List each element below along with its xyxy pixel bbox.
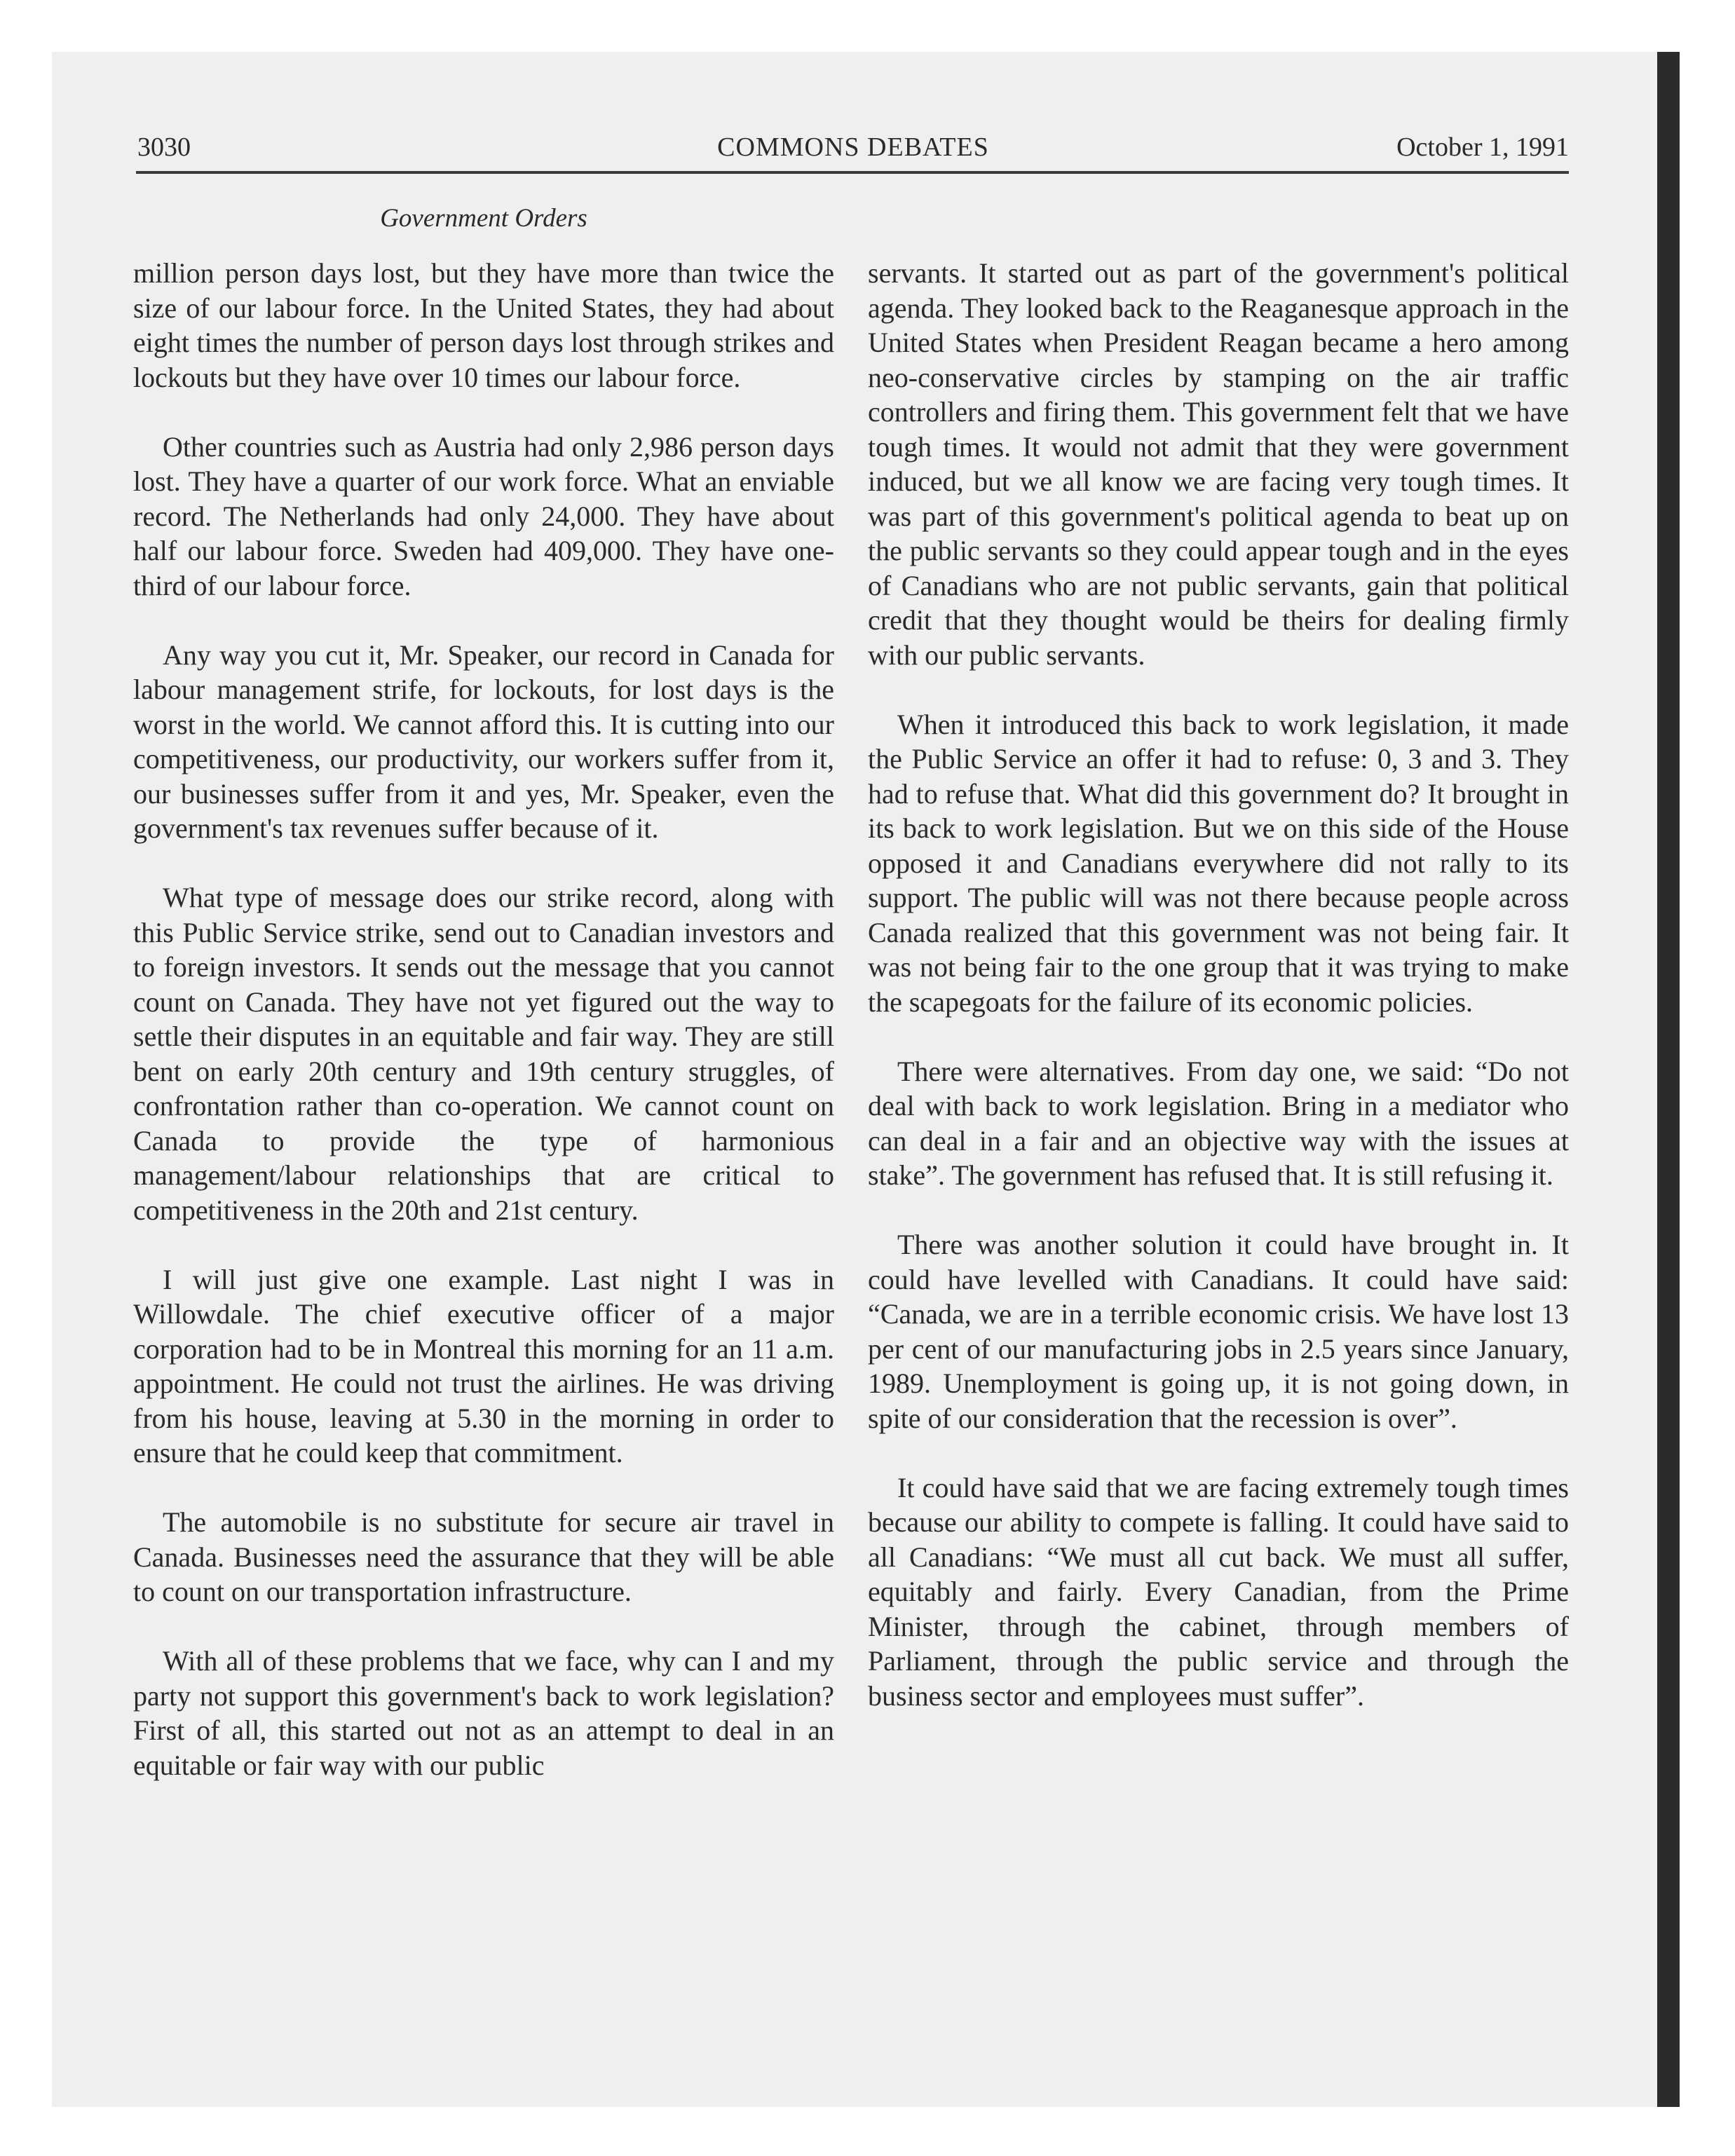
paragraph: With all of these problems that we face, why can I and my party not support this government's back to work legislation? First of all, this started out not as an attempt to deal in an equitable or fair way with our public	[133, 1645, 834, 1781]
paragraph: servants. It started out as part of the government's political agenda. They looked back to the Reaganesque approach in the United States when President Reagan became a hero among neo-conservative circles by stamping on the air traffic controllers and firing them. This government felt that we have tough times. It would not admit that they were government induced, but we all know we are facing very tough times. It was part of this government's political agenda to beat up on the public servants so they could appear tough and in the eyes of Canadians who are not public servants, gain that political credit that they thought would be theirs for dealing firmly with our public servants.	[868, 257, 1569, 671]
paragraph: The automobile is no substitute for secure air travel in Canada. Businesses need the assurance that they will be able to count on our transportation infrastructure.	[133, 1506, 834, 1607]
paragraph: There was another solution it could have brought in. It could have levelled with Canadians. It could have said: “Canada, we are in a terrible economic crisis. We have lost 13 per cent of our manufacturing jobs in 2.5 years since January, 1989. Unemployment is going up, it is not going down, in spite of our consideration that the recession is over”.	[868, 1229, 1569, 1434]
publication-date: October 1, 1991	[1396, 132, 1569, 162]
paragraph: Any way you cut it, Mr. Speaker, our record in Canada for labour management strife, for lockouts, for lost days is the worst in the world. We cannot afford this. It is cutting into our competitiveness, our productivity, our workers suffer from it, our businesses suffer from it and yes, Mr. Speaker, even the government's tax revenues suffer because of it.	[133, 639, 834, 844]
binding-edge	[1657, 52, 1680, 2107]
page-header	[137, 132, 1569, 174]
paragraph: million person days lost, but they have more than twice the size of our labour force. In the United States, they had about eight times the number of person days lost through strikes and lockouts but they have over 10 times our labour force.	[133, 257, 834, 393]
paragraph: Other countries such as Austria had only 2,986 person days lost. They have a quarter of our work force. What an enviable record. The Netherlands had only 24,000. They have about half our labour force. Sweden had 409,000. They have one-third of our labour force.	[133, 430, 834, 601]
paragraph: There were alternatives. From day one, we said: “Do not deal with back to work legislation. Bring in a mediator who can deal in a fair and an objective way with the issues at stake”. The government has refused that. It is still refusing it.	[868, 1055, 1569, 1191]
publication-title: COMMONS DEBATES	[717, 132, 989, 162]
page-number: 3030	[137, 132, 191, 162]
paragraph: It could have said that we are facing extremely tough times because our ability to compete is falling. It could have said to all Canadians: “We must all cut back. We must all suffer, equitably and fairly. Every Canadian, from the Prime Minister, through the cabinet, through members of Parliament, through the public service and through the business sector and employees must suffer”.	[868, 1471, 1569, 1712]
paragraph: What type of message does our strike record, along with this Public Service strike, send out to Canadian investors and to foreign investors. It sends out the message that you cannot count on Canada. They have not yet figured out the way to settle their disputes in an equitable and fair way. They are still bent on early 20th century and 19th century struggles, of confrontation rather than co-operation. We cannot count on Canada to provide the type of harmonious management/labour relationships that are critical to competitiveness in the 20th and 21st century.	[133, 882, 834, 1226]
left-column	[133, 256, 834, 1817]
header-rule	[136, 171, 1569, 174]
right-column	[868, 256, 1569, 1748]
paragraph: I will just give one example. Last night I was in Willowdale. The chief executive officer of a major corporation had to be in Montreal this morning for an 11 a.m. appointment. He could not trust the airlines. He was driving from his house, leaving at 5.30 in the morning in order to ensure that he could keep that commitment.	[133, 1263, 834, 1468]
section-heading: Government Orders	[380, 204, 587, 233]
paragraph: When it introduced this back to work legislation, it made the Public Service an offer it had to refuse: 0, 3 and 3. They had to refuse that. What did this government do? It brought in its back to work legislation. But we on this side of the House opposed it and Canadians everywhere did not rally to its support. The public will was not there because people across Canada realized that this government was not being fair. It was not being fair to the one group that it was trying to make the scapegoats for the failure of its economic policies.	[868, 708, 1569, 1018]
